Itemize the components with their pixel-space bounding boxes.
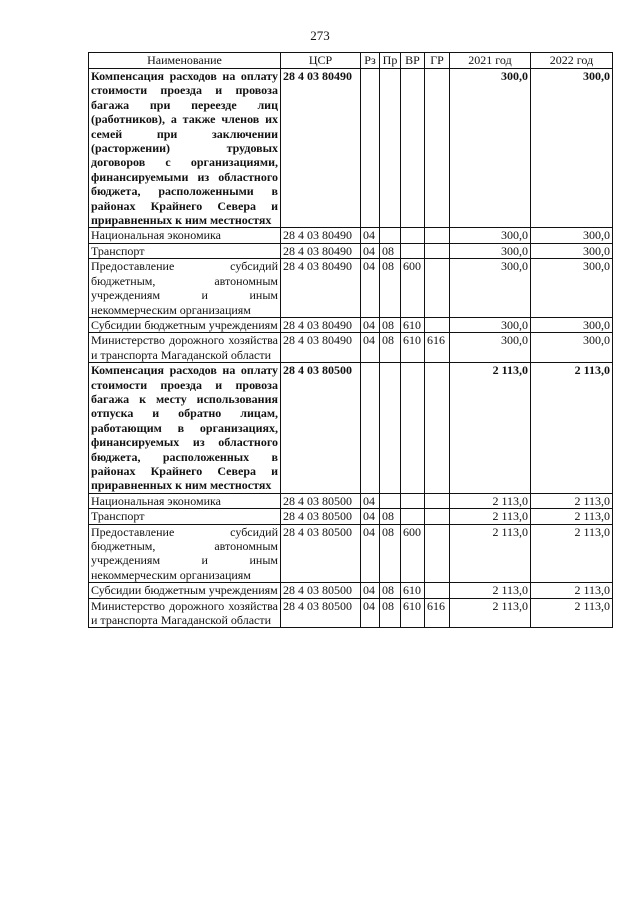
row-rz: 04 <box>361 228 380 243</box>
row-2021: 2 113,0 <box>450 363 531 494</box>
row-2021: 300,0 <box>450 228 531 243</box>
table-row <box>89 69 613 228</box>
row-csr: 28 4 03 80500 <box>281 493 361 508</box>
table-row <box>89 524 613 583</box>
row-gr: 616 <box>425 333 450 363</box>
row-csr: 28 4 03 80500 <box>281 583 361 598</box>
header-name: Наименование <box>89 53 281 69</box>
header-rz: Рз <box>361 53 380 69</box>
row-vr <box>401 243 425 258</box>
row-rz: 04 <box>361 509 380 524</box>
row-2022: 2 113,0 <box>531 363 613 494</box>
row-csr: 28 4 03 80500 <box>281 524 361 583</box>
row-name: Субсидии бюджетным учреждениям <box>89 317 281 332</box>
row-pr: 08 <box>380 583 401 598</box>
table-row <box>89 583 613 598</box>
row-2021: 2 113,0 <box>450 583 531 598</box>
row-name: Субсидии бюджетным учреждениям <box>89 583 281 598</box>
row-vr: 610 <box>401 333 425 363</box>
row-pr: 08 <box>380 598 401 628</box>
row-vr: 600 <box>401 524 425 583</box>
table-header-row <box>89 53 613 69</box>
row-name: Министерство дорожного хозяйства и транспорта Магаданской области <box>89 333 281 363</box>
table-row <box>89 493 613 508</box>
row-gr <box>425 524 450 583</box>
row-rz: 04 <box>361 598 380 628</box>
row-2021: 300,0 <box>450 317 531 332</box>
table-row <box>89 363 613 494</box>
row-2022: 300,0 <box>531 333 613 363</box>
row-rz: 04 <box>361 583 380 598</box>
row-csr: 28 4 03 80490 <box>281 228 361 243</box>
budget-table <box>88 52 613 628</box>
row-csr: 28 4 03 80490 <box>281 259 361 318</box>
row-name: Национальная экономика <box>89 493 281 508</box>
row-2022: 2 113,0 <box>531 583 613 598</box>
row-pr: 08 <box>380 259 401 318</box>
table-row <box>89 509 613 524</box>
row-2021: 2 113,0 <box>450 493 531 508</box>
row-csr: 28 4 03 80500 <box>281 363 361 494</box>
row-2022: 300,0 <box>531 228 613 243</box>
header-csr: ЦСР <box>281 53 361 69</box>
row-name: Транспорт <box>89 243 281 258</box>
row-pr: 08 <box>380 333 401 363</box>
row-gr <box>425 509 450 524</box>
row-2021: 300,0 <box>450 259 531 318</box>
row-rz: 04 <box>361 243 380 258</box>
row-rz: 04 <box>361 524 380 583</box>
row-2022: 300,0 <box>531 259 613 318</box>
row-csr: 28 4 03 80490 <box>281 243 361 258</box>
row-vr <box>401 509 425 524</box>
row-gr <box>425 69 450 228</box>
row-pr <box>380 228 401 243</box>
row-2022: 300,0 <box>531 243 613 258</box>
row-vr <box>401 69 425 228</box>
header-pr: Пр <box>380 53 401 69</box>
row-rz: 04 <box>361 317 380 332</box>
row-2021: 2 113,0 <box>450 598 531 628</box>
row-rz <box>361 69 380 228</box>
row-rz <box>361 363 380 494</box>
row-name: Предоставление субсидий бюджетным, автономным учреждениям и иным некоммерческим организациям <box>89 259 281 318</box>
page-number: 273 <box>310 28 330 43</box>
row-name: Транспорт <box>89 509 281 524</box>
header-vr: ВР <box>401 53 425 69</box>
row-vr: 600 <box>401 259 425 318</box>
row-rz: 04 <box>361 333 380 363</box>
row-name: Компенсация расходов на оплату стоимости проезда и провоза багажа к месту использования отпуска и обратно лицам, работающим в организациях, финансируемых из областного бюджета, расположенных в районах Крайнего Севера и приравненных к ним местностях <box>89 363 281 494</box>
row-csr: 28 4 03 80490 <box>281 69 361 228</box>
row-2022: 2 113,0 <box>531 524 613 583</box>
row-pr: 08 <box>380 509 401 524</box>
row-pr: 08 <box>380 317 401 332</box>
header-2021: 2021 год <box>450 53 531 69</box>
row-pr: 08 <box>380 524 401 583</box>
row-2022: 2 113,0 <box>531 598 613 628</box>
row-csr: 28 4 03 80500 <box>281 509 361 524</box>
row-2022: 300,0 <box>531 69 613 228</box>
row-name: Министерство дорожного хозяйства и транспорта Магаданской области <box>89 598 281 628</box>
row-2021: 300,0 <box>450 243 531 258</box>
table-row <box>89 228 613 243</box>
row-pr <box>380 493 401 508</box>
row-2022: 2 113,0 <box>531 493 613 508</box>
row-gr <box>425 493 450 508</box>
row-gr <box>425 363 450 494</box>
row-rz: 04 <box>361 259 380 318</box>
row-gr <box>425 228 450 243</box>
row-gr <box>425 259 450 318</box>
row-rz: 04 <box>361 493 380 508</box>
table-row <box>89 598 613 628</box>
row-pr <box>380 69 401 228</box>
table-row <box>89 243 613 258</box>
row-vr <box>401 363 425 494</box>
row-csr: 28 4 03 80490 <box>281 317 361 332</box>
row-gr <box>425 583 450 598</box>
row-2021: 2 113,0 <box>450 524 531 583</box>
row-2021: 300,0 <box>450 333 531 363</box>
row-vr: 610 <box>401 317 425 332</box>
table-row <box>89 317 613 332</box>
row-pr <box>380 363 401 494</box>
row-2021: 300,0 <box>450 69 531 228</box>
row-2022: 300,0 <box>531 317 613 332</box>
row-gr: 616 <box>425 598 450 628</box>
row-vr: 610 <box>401 598 425 628</box>
row-gr <box>425 317 450 332</box>
row-csr: 28 4 03 80490 <box>281 333 361 363</box>
row-2021: 2 113,0 <box>450 509 531 524</box>
row-pr: 08 <box>380 243 401 258</box>
row-gr <box>425 243 450 258</box>
header-2022: 2022 год <box>531 53 613 69</box>
header-gr: ГР <box>425 53 450 69</box>
row-vr: 610 <box>401 583 425 598</box>
table-row <box>89 333 613 363</box>
row-name: Компенсация расходов на оплату стоимости проезда и провоза багажа при переезде лиц (работников), а также членов их семей при заключении (расторжении) трудовых договоров с организациями, финансируемыми из областного бюджета, расположенными в районах Крайнего Севера и приравненных к ним местностях <box>89 69 281 228</box>
row-vr <box>401 493 425 508</box>
row-vr <box>401 228 425 243</box>
row-name: Предоставление субсидий бюджетным, автономным учреждениям и иным некоммерческим организациям <box>89 524 281 583</box>
table-row <box>89 259 613 318</box>
row-name: Национальная экономика <box>89 228 281 243</box>
row-csr: 28 4 03 80500 <box>281 598 361 628</box>
row-2022: 2 113,0 <box>531 509 613 524</box>
